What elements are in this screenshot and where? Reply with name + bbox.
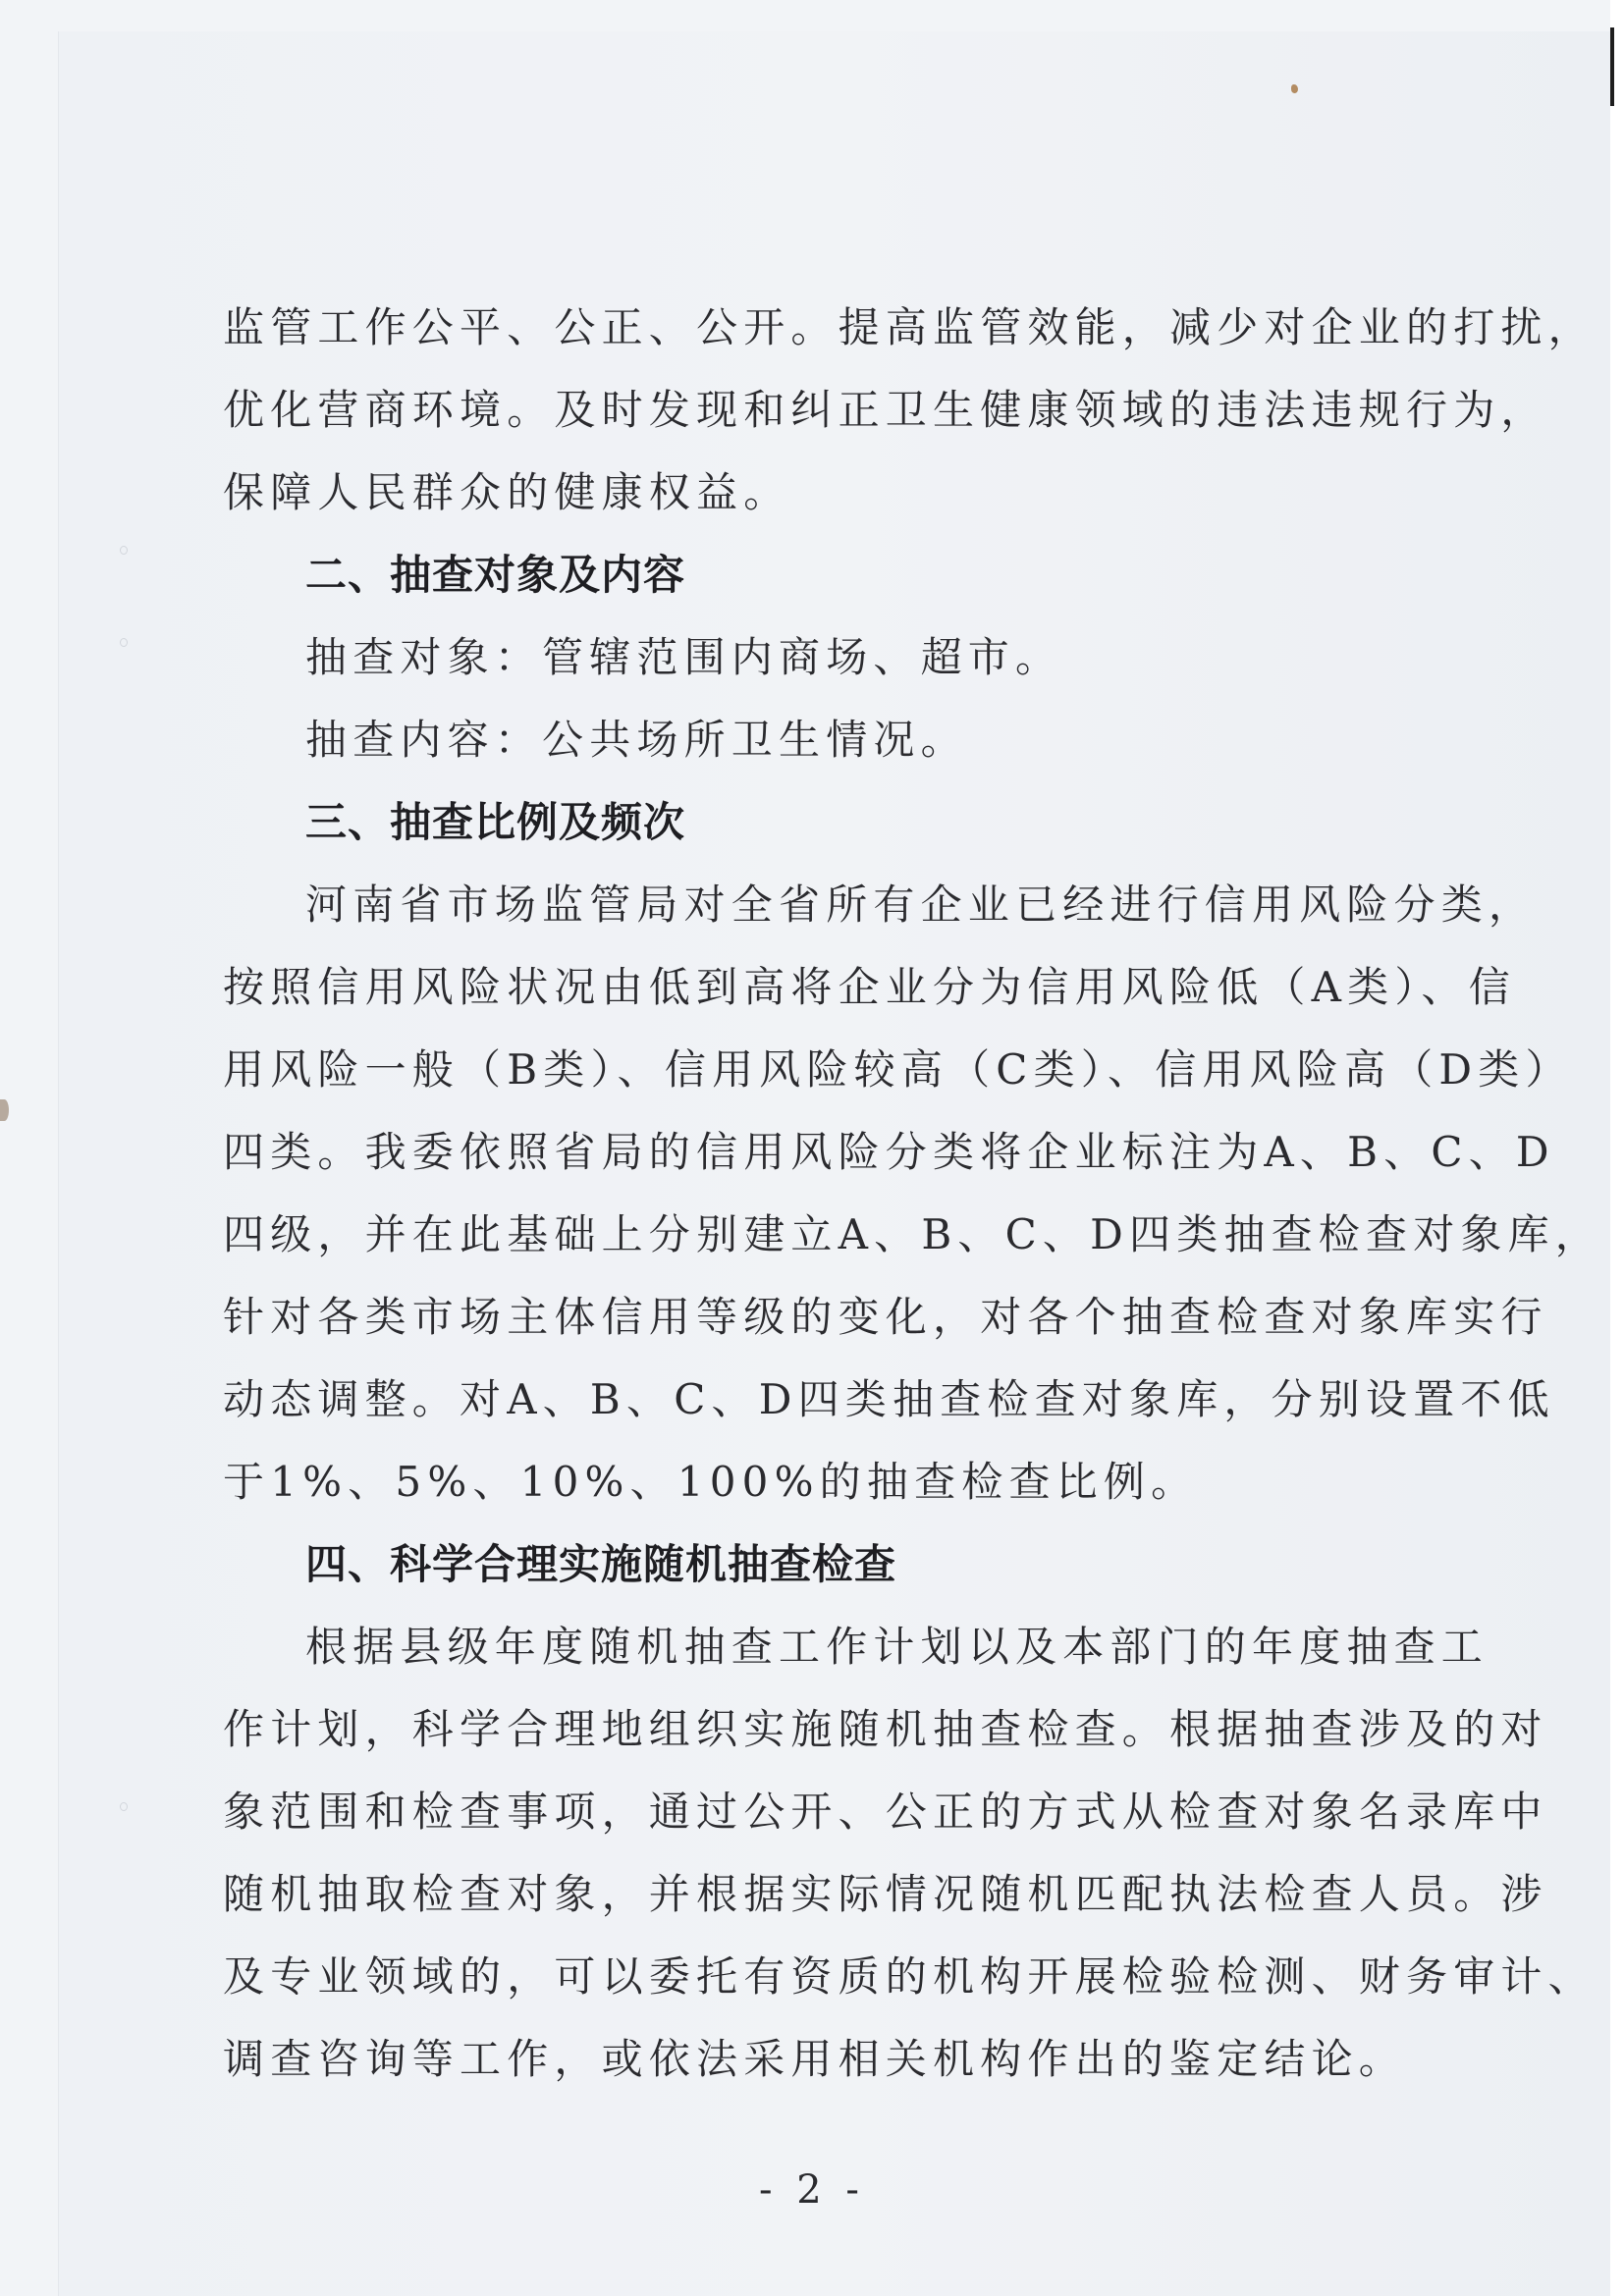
text-line: 作计划，科学合理地组织实施随机抽查检查。根据抽查涉及的对 <box>223 1705 1548 1753</box>
punch-hole-mark <box>120 638 128 647</box>
punch-hole-mark <box>120 1802 128 1811</box>
text-line: 于1%、5%、10%、100%的抽查检查比例。 <box>223 1458 1199 1506</box>
text-line: 象范围和检查事项，通过公开、公正的方式从检查对象名录库中 <box>223 1788 1548 1836</box>
text-line: 针对各类市场主体信用等级的变化，对各个抽查检查对象库实行 <box>223 1293 1548 1341</box>
document-body <box>223 296 1603 2110</box>
text-line: 根据县级年度随机抽查工作计划以及本部门的年度抽查工 <box>305 1623 1489 1671</box>
paragraph-supervision-goals <box>223 296 1596 544</box>
text-line: 监管工作公平、公正、公开。提高监管效能，减少对企业的打扰， <box>223 303 1596 351</box>
paper-stain <box>0 1099 9 1121</box>
text-line: 按照信用风险状况由低到高将企业分为信用风险低（A类）、信 <box>223 963 1516 1011</box>
section-heading: 三、抽查比例及频次 <box>305 798 686 846</box>
text-line: 动态调整。对A、B、C、D四类抽查检查对象库，分别设置不低 <box>223 1375 1555 1423</box>
page-number: - 2 - <box>759 2167 865 2213</box>
paragraph-random-inspection <box>223 1616 1596 2110</box>
scan-edge-mark <box>1610 27 1614 106</box>
inspection-object-line: 抽查对象：管辖范围内商场、超市。 <box>305 633 1063 681</box>
text-line: 河南省市场监管局对全省所有企业已经进行信用风险分类， <box>305 881 1537 929</box>
scan-right-edge <box>1610 0 1624 2296</box>
text-line: 四级，并在此基础上分别建立A、B、C、D四类抽查检查对象库， <box>223 1210 1603 1258</box>
text-line: 四类。我委依照省局的信用风险分类将企业标注为A、B、C、D <box>223 1128 1555 1176</box>
text-line: 保障人民群众的健康权益。 <box>223 468 791 516</box>
paragraph-inspection-ratio <box>223 874 1603 1533</box>
section-heading: 二、抽查对象及内容 <box>305 551 686 599</box>
inspection-content-line: 抽查内容：公共场所卫生情况。 <box>305 716 968 764</box>
section-heading: 四、科学合理实施随机抽查检查 <box>305 1540 897 1588</box>
text-line: 随机抽取检查对象，并根据实际情况随机匹配执法检查人员。涉 <box>223 1870 1548 1918</box>
text-line: 及专业领域的，可以委托有资质的机构开展检验检测、财务审计、 <box>223 1952 1596 2001</box>
text-line: 优化营商环境。及时发现和纠正卫生健康领域的违法违规行为， <box>223 386 1548 434</box>
text-line: 用风险一般（B类）、信用风险较高（C类）、信用风险高（D类） <box>223 1045 1573 1094</box>
punch-hole-mark <box>120 546 128 555</box>
text-line: 调查咨询等工作，或依法采用相关机构作出的鉴定结论。 <box>223 2035 1407 2083</box>
paper-speck <box>1291 84 1298 93</box>
